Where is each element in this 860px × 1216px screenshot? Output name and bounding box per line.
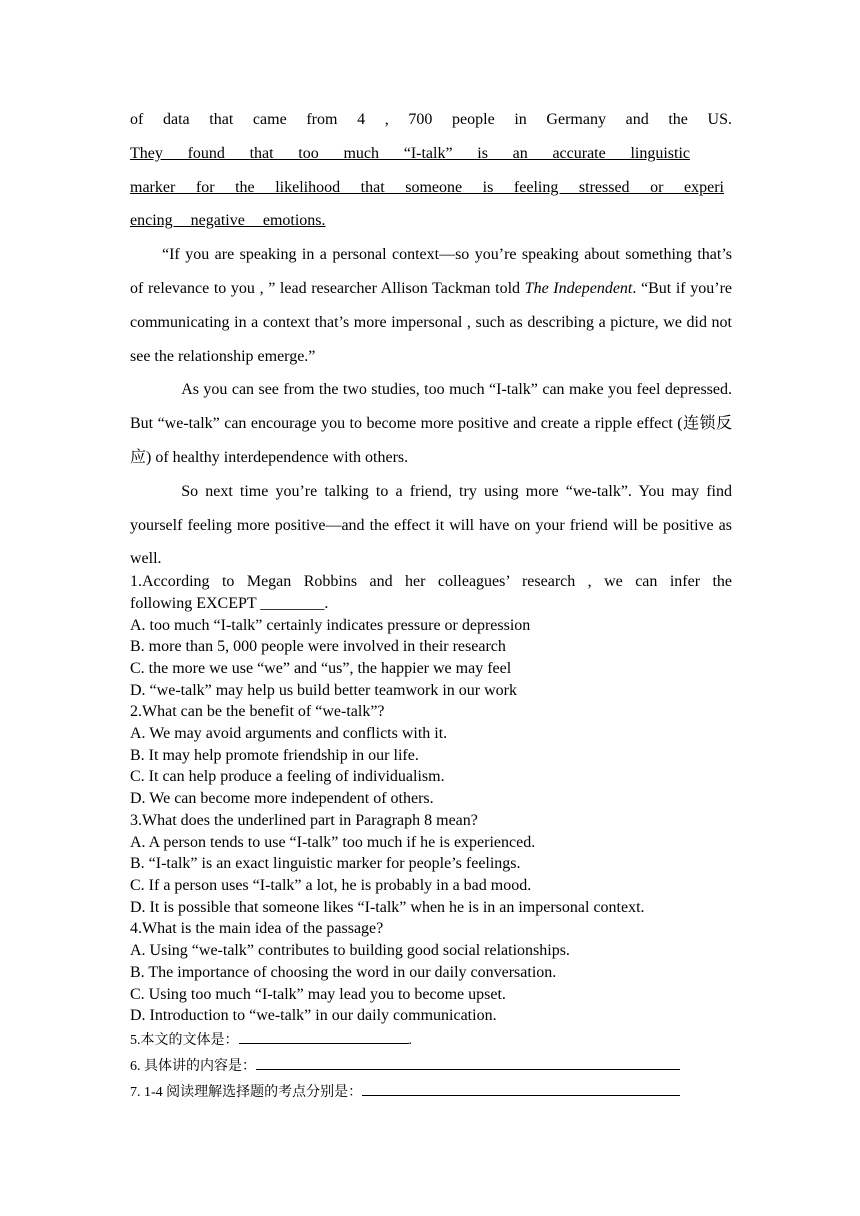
paragraph-quote [130, 238, 732, 373]
quote-text-a: “If you are speaking in a personal context—so you’re speaking about something that’s of relevance to you , ” lead researcher Allison Tackman told [130, 246, 732, 297]
question-5-end: . [408, 1032, 412, 1048]
question-4-option-c: C. Using too much “I-talk” may lead you to become upset. [130, 985, 506, 1003]
underlined-sentence-line-1: They found that too much “I-talk” is an accurate linguistic [130, 144, 690, 162]
question-3-option-d: D. It is possible that someone likes “I-talk” when he is in an impersonal context. [130, 898, 645, 916]
question-2-stem: 2.What can be the benefit of “we-talk”? [130, 703, 385, 721]
answer-blank-6[interactable] [256, 1055, 680, 1070]
question-5-label: 5.本文的文体是： [130, 1032, 239, 1048]
quote-text-b: . “But if you’re communicating in a context that’s more impersonal , such as describing a picture, we did not see the relationship emerge.” [130, 279, 733, 365]
passage-line: of data that came from 4 , 700 people in Germany and the US. [130, 111, 732, 128]
question-4-stem: 4.What is the main idea of the passage? [130, 920, 384, 938]
question-1-stem: 1.According to Megan Robbins and her colleagues’ research , we can infer the [130, 573, 732, 591]
question-7 [130, 1080, 732, 1105]
publication-name: The Independent [524, 279, 633, 297]
document-page [130, 103, 732, 1105]
question-3-option-c: C. If a person uses “I-talk” a lot, he is probably in a bad mood. [130, 877, 532, 894]
question-4-option-b: B. The importance of choosing the word in our daily conversation. [130, 963, 557, 981]
question-5 [130, 1028, 732, 1053]
underlined-sentence-line-3: encing negative emotions. [130, 212, 326, 230]
question-3-stem: 3.What does the underlined part in Paragraph 8 mean? [130, 811, 478, 829]
question-6-label: 6. 具体讲的内容是： [130, 1058, 256, 1074]
question-list [130, 571, 732, 1027]
question-4-option-d: D. Introduction to “we-talk” in our daily communication. [130, 1007, 497, 1025]
question-1-option-b: B. more than 5, 000 people were involved in their research [130, 638, 506, 656]
answer-blank-7[interactable] [362, 1081, 680, 1096]
question-2-option-d: D. We can become more independent of others. [130, 790, 434, 808]
question-3-option-a: A. A person tends to use “I-talk” too much if he is experienced. [130, 833, 536, 851]
question-6 [130, 1054, 732, 1079]
question-7-label: 7. 1-4 阅读理解选择题的考点分别是： [130, 1084, 363, 1100]
paragraph-conclusion: As you can see from the two studies, too much “I-talk” can make you feel depressed. But “we-talk” can encourage you to become more positive and create a ripple effect (连锁反应) of healthy interdependence with others. [130, 381, 732, 466]
question-2-option-c: C. It can help produce a feeling of individualism. [130, 768, 445, 786]
question-1-stem-cont: following EXCEPT ________. [130, 594, 329, 612]
question-4-option-a: A. Using “we-talk” contributes to building good social relationships. [130, 942, 570, 960]
question-2-option-a: A. We may avoid arguments and conflicts with it. [130, 725, 448, 743]
question-3-option-b: B. “I-talk” is an exact linguistic marker for people’s feelings. [130, 855, 521, 873]
question-1-option-c: C. the more we use “we” and “us”, the happier we may feel [130, 659, 512, 677]
question-1-option-a: A. too much “I-talk” certainly indicates pressure or depression [130, 616, 531, 634]
question-2-option-b: B. It may help promote friendship in our life. [130, 746, 419, 764]
underlined-sentence-line-2: marker for the likelihood that someone is feeling stressed or experi [130, 178, 724, 196]
answer-blank-5[interactable] [239, 1029, 409, 1044]
question-1-option-d: D. “we-talk” may help us build better teamwork in our work [130, 681, 517, 699]
paragraph-advice: So next time you’re talking to a friend, try using more “we-talk”. You may find yourself feeling more positive—and the effect it will have on your friend will be positive as well. [130, 482, 732, 568]
